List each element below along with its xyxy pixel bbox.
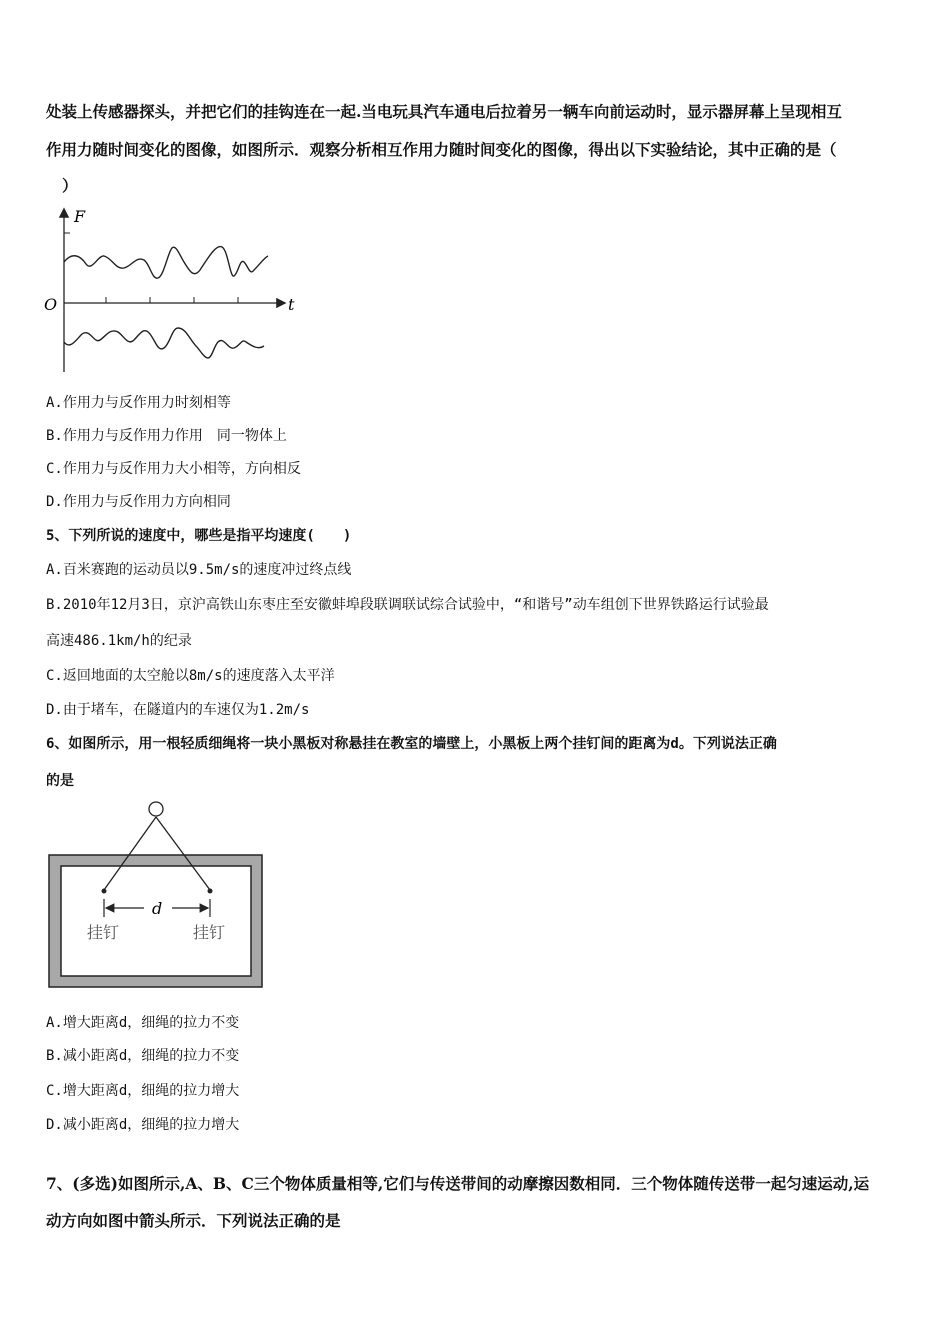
q5-option-b-cont: 高速486.1km/h的纪录 bbox=[46, 633, 192, 649]
q7-stem-line-2: 动方向如图中箭头所示．下列说法正确的是 bbox=[46, 1211, 341, 1230]
q4-option-d: D.作用力与反作用力方向相同 bbox=[46, 494, 231, 510]
q4-option-c: C.作用力与反作用力大小相等，方向相反 bbox=[46, 461, 301, 477]
right-nail-label: 挂钉 bbox=[193, 923, 226, 942]
left-hook bbox=[102, 889, 107, 894]
wall-nail bbox=[149, 802, 163, 816]
q6-option-d: D.减小距离d，细绳的拉力增大 bbox=[46, 1117, 240, 1133]
blackboard-figure bbox=[40, 795, 276, 995]
q6-stem-line-1: 6、如图所示，用一根轻质细绳将一块小黑板对称悬挂在教室的墙壁上，小黑板上两个挂钉间的距离为d。下列说法正确 bbox=[46, 736, 777, 752]
q4-stem-line-2: 作用力随时间变化的图像，如图所示．观察分析相互作用力随时间变化的图像，得出以下实验结论，其中正确的是（ bbox=[46, 140, 837, 159]
q6-option-b: B.减小距离d，细绳的拉力不变 bbox=[46, 1048, 240, 1064]
q5-stem: 5、下列所说的速度中，哪些是指平均速度( ) bbox=[46, 528, 352, 544]
x-axis-label: t bbox=[288, 295, 295, 314]
blackboard-inner bbox=[61, 866, 251, 976]
q5-option-a: A.百米赛跑的运动员以9.5m/s的速度冲过终点线 bbox=[46, 562, 352, 578]
right-hook bbox=[208, 889, 213, 894]
origin-label: O bbox=[44, 295, 58, 314]
q7-stem-line-1: 7、(多选)如图所示,A、B、C三个物体质量相等,它们与传送带间的动摩擦因数相同．三个物体随传送带一起匀速运动,运 bbox=[46, 1174, 870, 1193]
q4-stem-line-1: 处装上传感器探头，并把它们的挂钩连在一起.当电玩具汽车通电后拉着另一辆车向前运动时，显示器屏幕上呈现相互 bbox=[46, 102, 842, 121]
q5-option-b: B.2010年12月3日，京沪高铁山东枣庄至安徽蚌埠段联调联试综合试验中，“和谐号”动车组创下世界铁路运行试验最 bbox=[46, 597, 769, 613]
q4-option-a: A.作用力与反作用力时刻相等 bbox=[46, 395, 231, 411]
q6-option-c: C.增大距离d，细绳的拉力增大 bbox=[46, 1083, 240, 1099]
y-axis-label: F bbox=[74, 207, 86, 226]
q4-option-b: B.作用力与反作用力作用 同一物体上 bbox=[46, 428, 287, 444]
left-nail-label: 挂钉 bbox=[87, 923, 120, 942]
q5-option-c: C.返回地面的太空舱以8m/s的速度落入太平洋 bbox=[46, 668, 335, 684]
lower-force-curve bbox=[64, 328, 264, 358]
q5-option-d: D.由于堵车，在隧道内的车速仅为1.2m/s bbox=[46, 702, 310, 718]
q6-option-a: A.增大距离d，细绳的拉力不变 bbox=[46, 1015, 240, 1031]
force-time-graph bbox=[40, 200, 310, 380]
distance-d-label: d bbox=[152, 899, 163, 918]
upper-force-curve bbox=[64, 247, 268, 279]
q6-stem-line-2: 的是 bbox=[46, 773, 74, 789]
q4-stem-line-3: ） bbox=[62, 176, 78, 195]
